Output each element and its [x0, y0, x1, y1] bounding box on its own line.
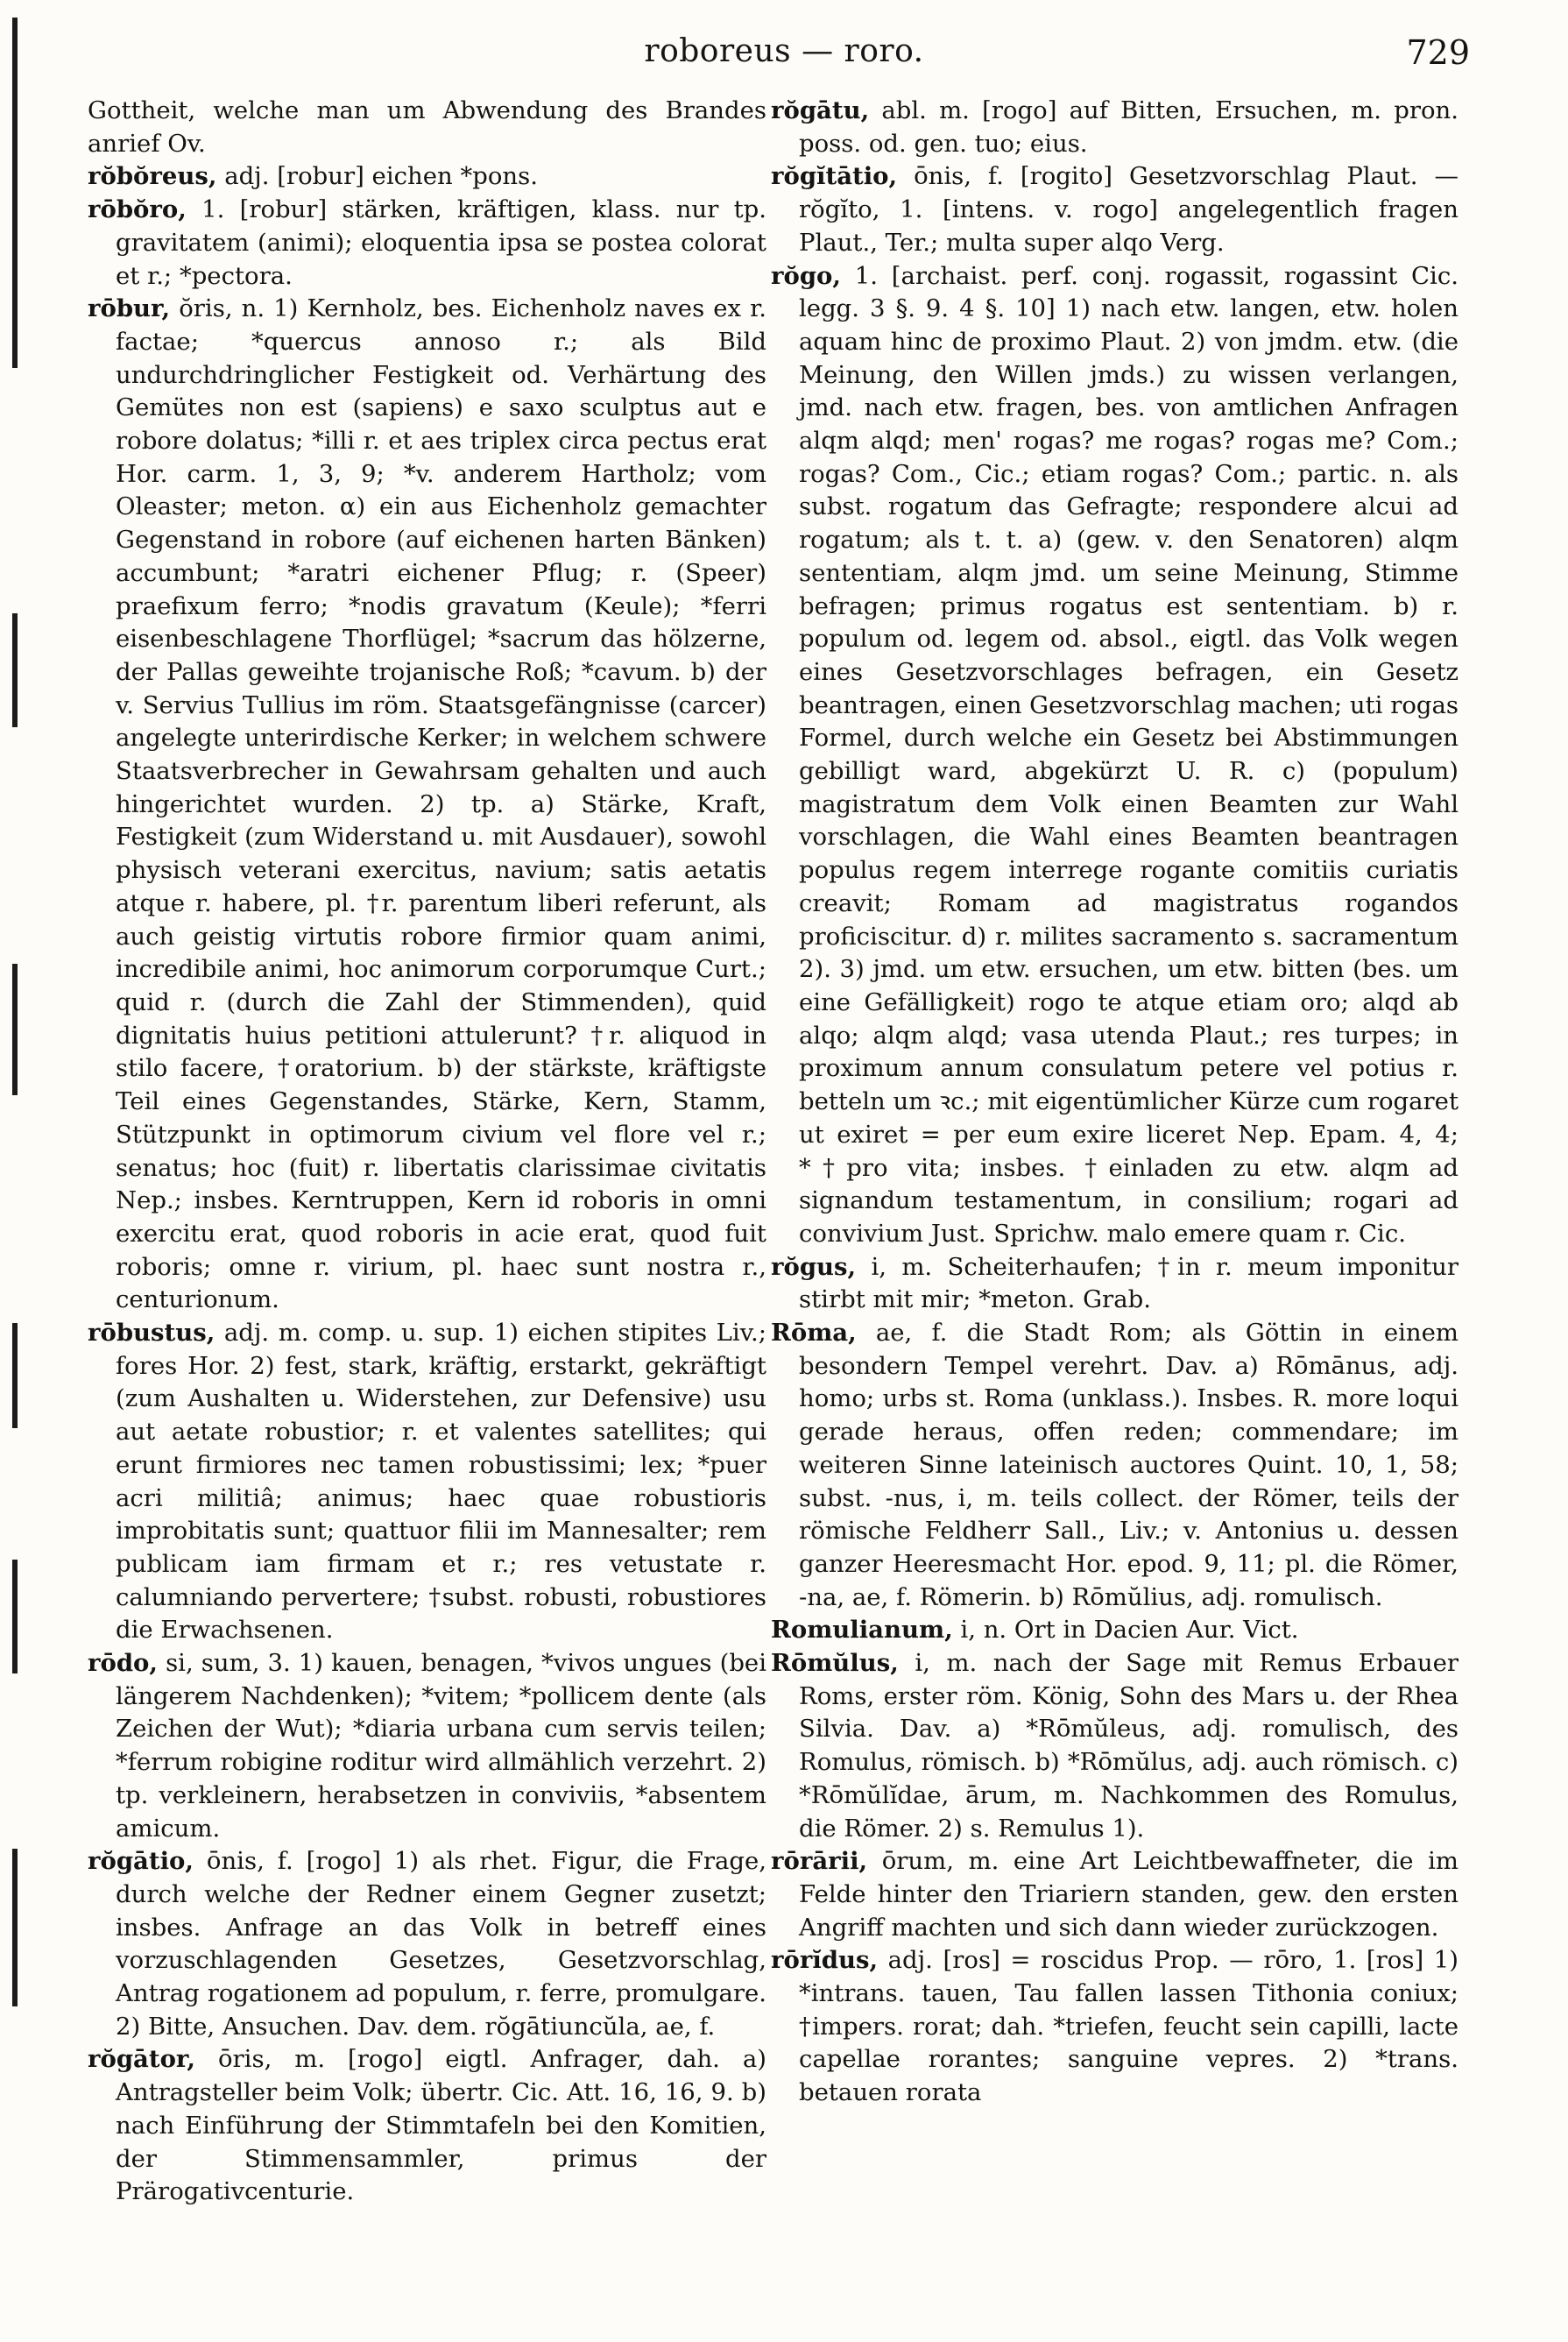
dictionary-entry: rōrārii, ōrum, m. eine Art Leichtbewaffneter, die im Felde hinter den Triariern standen, gew. den ersten Angriff machten und sich dann wieder zurückzogen.	[771, 1847, 1459, 1942]
margin-bar-2	[12, 613, 18, 727]
margin-bar-6	[12, 1849, 18, 2006]
margin-bar-1	[12, 18, 18, 368]
dictionary-entry: rōrĭdus, adj. [ros] = roscidus Prop. — rōro, 1. [ros] 1) *intrans. tauen, Tau fallen lassen Tithonia coniux; †impers. rorat; dah. *triefen, feucht sein capilli, lacte capellae rorantes; sanguine vepres. 2) *trans. betauen rorata	[771, 1946, 1459, 2107]
dictionary-entry: Romulianum, i, n. Ort in Dacien Aur. Vict.	[771, 1616, 1299, 1645]
dictionary-entry: rŏbŏreus, adj. [robur] eichen *pons.	[88, 162, 538, 191]
margin-bar-5	[12, 1560, 18, 1673]
left-column	[88, 95, 766, 2209]
dictionary-entry: rōbustus, adj. m. comp. u. sup. 1) eichen stipites Liv.; fores Hor. 2) fest, stark, kräftig, erstarkt, gekräftigt (zum Aushalten u. Widerstehen, zur Defensive) usu aut aetate robustior; r. et valentes satellites; qui erunt firmiores nec tamen robustissimi; lex; *puer acri militiâ; animus; haec quae robustioris improbitatis sunt; quattuor filii im Mannesalter; rem publicam iam firmam et r.; res vetustate r. calumniando pervertere; †subst. robusti, robustiores die Erwachsenen.	[88, 1319, 767, 1645]
dictionary-entry: Rōma, ae, f. die Stadt Rom; als Göttin in einem besondern Tempel verehrt. Dav. a) Rōmānus, adj. homo; urbs st. Roma (unklass.). Insbes. R. more loqui gerade heraus, offen reden; commendare; im weiteren Sinne lateinisch auctores Quint. 10, 1, 58; subst. -nus, i, m. teils collect. der Römer, teils der römische Feldherr Sall., Liv.; v. Antonius u. dessen ganzer Heeresmacht Hor. epod. 9, 11; pl. die Römer, -na, ae, f. Römerin. b) Rōmŭlius, adj. romulisch.	[771, 1319, 1459, 1611]
dictionary-entry: Rōmŭlus, i, m. nach der Sage mit Remus Erbauer Roms, erster röm. König, Sohn des Mars u. der Rhea Silvia. Dav. a) *Rōmŭleus, adj. romulisch, des Romulus, römisch. b) *Rōmŭlus, adj. auch römisch. c) *Rōmŭlĭdae, ārum, m. Nachkommen des Romulus, die Römer. 2) s. Remulus 1).	[771, 1649, 1459, 1843]
page-number: 729	[1406, 33, 1470, 72]
dictionary-entry: rŏgātio, ōnis, f. [rogo] 1) als rhet. Figur, die Frage, durch welche der Redner einem Gegner zusetzt; insbes. Anfrage an das Volk in betreff eines vorzuschlagenden Gesetzes, Gesetzvorschlag, Antrag rogationem ad populum, r. ferre, promulgare. 2) Bitte, Ansuchen. Dav. dem. rŏgātiuncŭla, ae, f.	[88, 1847, 767, 2041]
dictionary-entry: rōbŏro, 1. [robur] stärken, kräftigen, klass. nur tp. gravitatem (animi); eloquentia ipsa se postea colorat et r.; *pectora.	[88, 195, 767, 290]
dictionary-entry: rōbur, ŏris, n. 1) Kernholz, bes. Eichenholz naves ex r. factae; *quercus annoso r.; als Bild undurchdringlicher Festigkeit od. Verhärtung des Gemütes non est (sapiens) e saxo sculptus aut e robore dolatus; *illi r. et aes triplex circa pectus erat Hor. carm. 1, 3, 9; *v. anderem Hartholz; vom Oleaster; meton. α) ein aus Eichenholz gemachter Gegenstand in robore (auf eichenen harten Bänken) accumbunt; *aratri eichener Pflug; r. (Speer) praefixum ferro; *nodis gravatum (Keule); *ferri eisenbeschlagene Thorflügel; *sacrum das hölzerne, der Pallas geweihte trojanische Roß; *cavum. b) der v. Servius Tullius im röm. Staatsgefängnisse (carcer) angelegte unterirdische Kerker; in welchem schwere Staatsverbrecher in Gewahrsam gehalten und auch hingerichtet wurden. 2) tp. a) Stärke, Kraft, Festigkeit (zum Widerstand u. mit Ausdauer), sowohl physisch veterani exercitus, navium; satis aetatis atque r. habere, pl. †r. parentum liberi referunt, als auch geistig virtutis robore firmior quam animi, incredibile animi, hoc animorum corporumque Curt.; quid r. (durch die Zahl der Stimmenden), quid dignitatis huius petitioni attulerunt? †r. aliquod in stilo facere, †oratorium. b) der stärkste, kräftigste Teil eines Gegenstandes, Stärke, Kern, Stamm, Stützpunkt in optimorum civium vel flore vel r.; senatus; hoc (fuit) r. libertatis clarissimae civitatis Nep.; insbes. Kerntruppen, Kern id roboris in omni exercitu erat, quod roboris in acie erat, quod fuit roboris; omne r. virium, pl. haec sunt nostra r., centurionum.	[88, 294, 766, 1314]
running-title: roboreus — roro.	[644, 33, 924, 69]
running-header	[0, 33, 1568, 86]
dictionary-entry: rŏgĭtātio, ōnis, f. [rogito] Gesetzvorschlag Plaut. — rŏgĭto, 1. [intens. v. rogo] angelegentlich fragen Plaut., Ter.; multa super alqo Verg.	[771, 162, 1459, 257]
dictionary-entry: rŏgātor, ōris, m. [rogo] eigtl. Anfrager, dah. a) Antragsteller beim Volk; übertr. Cic. Att. 16, 16, 9. b) nach Einführung der Stimmtafeln bei den Komitien, der Stimmensammler, primus der Prärogativcenturie.	[88, 2045, 766, 2206]
margin-bar-3	[12, 964, 18, 1095]
dictionary-entry: rŏgo, 1. [archaist. perf. conj. rogassit, rogassint Cic. legg. 3 §. 9. 4 §. 10] 1) nach etw. langen, etw. holen aquam hinc de proximo Plaut. 2) von jmdm. etw. (die Meinung, den Willen jmds.) zu wissen verlangen, jmd. nach etw. fragen, bes. von amtlichen Anfragen alqm alqd; men' rogas? me rogas? rogas me? Com.; rogas? Com., Cic.; etiam rogas? Com.; partic. n. als subst. rogatum das Gefragte; respondere alcui ad rogatum; als t. t. a) (gew. v. den Senatoren) alqm sententiam, alqm jmd. um seine Meinung, Stimme befragen; primus rogatus est sententiam. b) r. populum od. legem od. absol., eigtl. das Volk wegen eines Gesetzvorschlages befragen, ein Gesetz beantragen, einen Gesetzvorschlag machen; uti rogas Formel, durch welche ein Gesetz bei Abstimmungen gebilligt ward, abgekürzt U. R. c) (populum) magistratum dem Volk einen Beamten zur Wahl vorschlagen, die Wahl eines Beamten beantragen populus regem interrege rogante comitiis curiatis creavit; Romam ad magistratus rogandos proficiscitur. d) r. milites sacramento s. sacramentum 2). 3) jmd. um etw. ersuchen, um etw. bitten (bes. um eine Gefälligkeit) rogo te atque etiam oro; alqd ab alqo; alqm alqd; vasa utenda Plaut.; res turpes; in proximum annum consulatum petere vel potius r. betteln um ꝛc.; mit eigentümlicher Kürze cum rogaret ut exiret = per eum exire liceret Nep. Epam. 4, 4; *†pro vita; insbes. †einladen zu etw. alqm ad signandum testamentum, in consilium; rogari ad convivium Just. Sprichw. malo emere quam r. Cic.	[771, 261, 1459, 1248]
dictionary-entry: Gottheit, welche man um Abwendung des Brandes anrief Ov.	[88, 96, 766, 158]
dictionary-entry: rōdo, si, sum, 3. 1) kauen, benagen, *vivos ungues (bei längerem Nachdenken); *vitem; *pollicem dente (als Zeichen der Wut); *diaria urbana cum servis teilen; *ferrum robigine roditur wird allmählich verzehrt. 2) tp. verkleinern, herabsetzen in conviviis, *absentem amicum.	[88, 1649, 766, 1843]
right-column	[771, 95, 1459, 2110]
dictionary-entry: rŏgus, i, m. Scheiterhaufen; †in r. meum imponitur stirbt mit mir; *meton. Grab.	[771, 1252, 1459, 1314]
margin-bar-4	[12, 1323, 18, 1428]
dictionary-entry: rŏgātu, abl. m. [rogo] auf Bitten, Ersuchen, m. pron. poss. od. gen. tuo; eius.	[771, 96, 1459, 158]
